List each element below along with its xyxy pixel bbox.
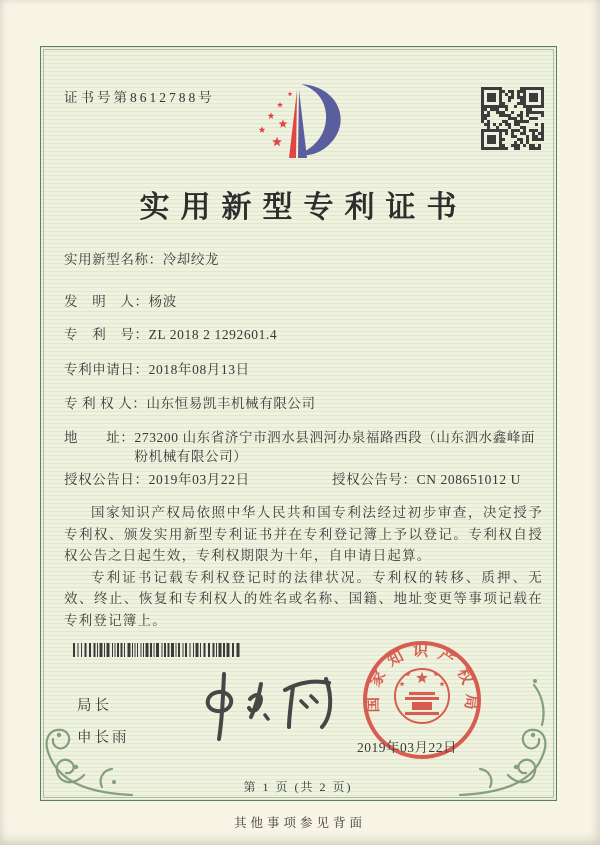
field-value: 冷却绞龙	[162, 252, 220, 267]
field-label: 专利申请日：	[64, 362, 149, 377]
seal-org-text: 国家知识产权局	[364, 642, 481, 720]
field-value: 2018年08月13日	[148, 362, 250, 377]
director-name: 申长雨	[77, 730, 130, 746]
field-value: ZL 2018 2 1292601.4	[148, 327, 278, 342]
grant-date-value: 2019年03月22日	[148, 472, 250, 487]
field-label: 发 明 人：	[64, 294, 149, 309]
field-label: 地 址：	[64, 430, 135, 445]
qr-code	[481, 87, 544, 150]
field-row-filing-date	[64, 360, 544, 379]
field-row-name	[64, 250, 544, 269]
grant-date-label: 授权公告日：	[64, 472, 149, 487]
field-value: 273200 山东省济宁市泗水县泗河办泉福路西段（山东泗水鑫峰面粉机械有限公司）	[134, 430, 536, 464]
page-indicator: 第 1 页 (共 2 页)	[243, 780, 353, 794]
seal-date: 2019年03月22日	[357, 740, 457, 755]
legal-text	[64, 502, 543, 631]
field-row-address	[64, 428, 544, 466]
reverse-side-note: 其他事项参见背面	[233, 816, 366, 830]
grant-no-value: CN 208651012 U	[416, 472, 522, 487]
legal-paragraph-2: 专利证书记载专利权登记时的法律状况。专利权的转移、质押、无效、终止、恢复和专利权人的姓名或名称、国籍、地址变更等事项记载在专利登记簿上。	[64, 569, 543, 628]
national-emblem	[395, 669, 449, 723]
grant-no-group	[332, 470, 544, 489]
field-label: 专 利 号：	[64, 327, 149, 342]
field-value: 山东恒易凯丰机械有限公司	[146, 396, 316, 411]
grant-row	[64, 470, 544, 489]
certificate-number: 证书号第8612788号	[64, 90, 215, 105]
corner-flourish-right	[448, 655, 564, 798]
grant-no-label: 授权公告号：	[332, 472, 417, 487]
field-row-inventor	[64, 292, 544, 311]
field-label: 专 利 权 人：	[64, 396, 147, 411]
field-label: 实用新型名称：	[64, 252, 163, 267]
cnipa-logo	[238, 66, 360, 180]
certificate-title: 实用新型专利证书	[139, 191, 468, 224]
signature	[192, 662, 342, 748]
grant-date-group	[64, 470, 332, 489]
director-title: 局长	[77, 698, 112, 714]
field-value: 杨波	[148, 294, 177, 309]
field-row-patent-no	[64, 325, 544, 344]
field-row-patentee	[64, 394, 544, 413]
barcode	[73, 643, 243, 657]
legal-paragraph-1: 国家知识产权局依照中华人民共和国专利法经过初步审查，决定授予专利权、颁发实用新型专利证书并在专利登记簿上予以登记。专利权自授权公告之日起生效，专利权期限为十年，自申请日起算。	[64, 505, 543, 563]
